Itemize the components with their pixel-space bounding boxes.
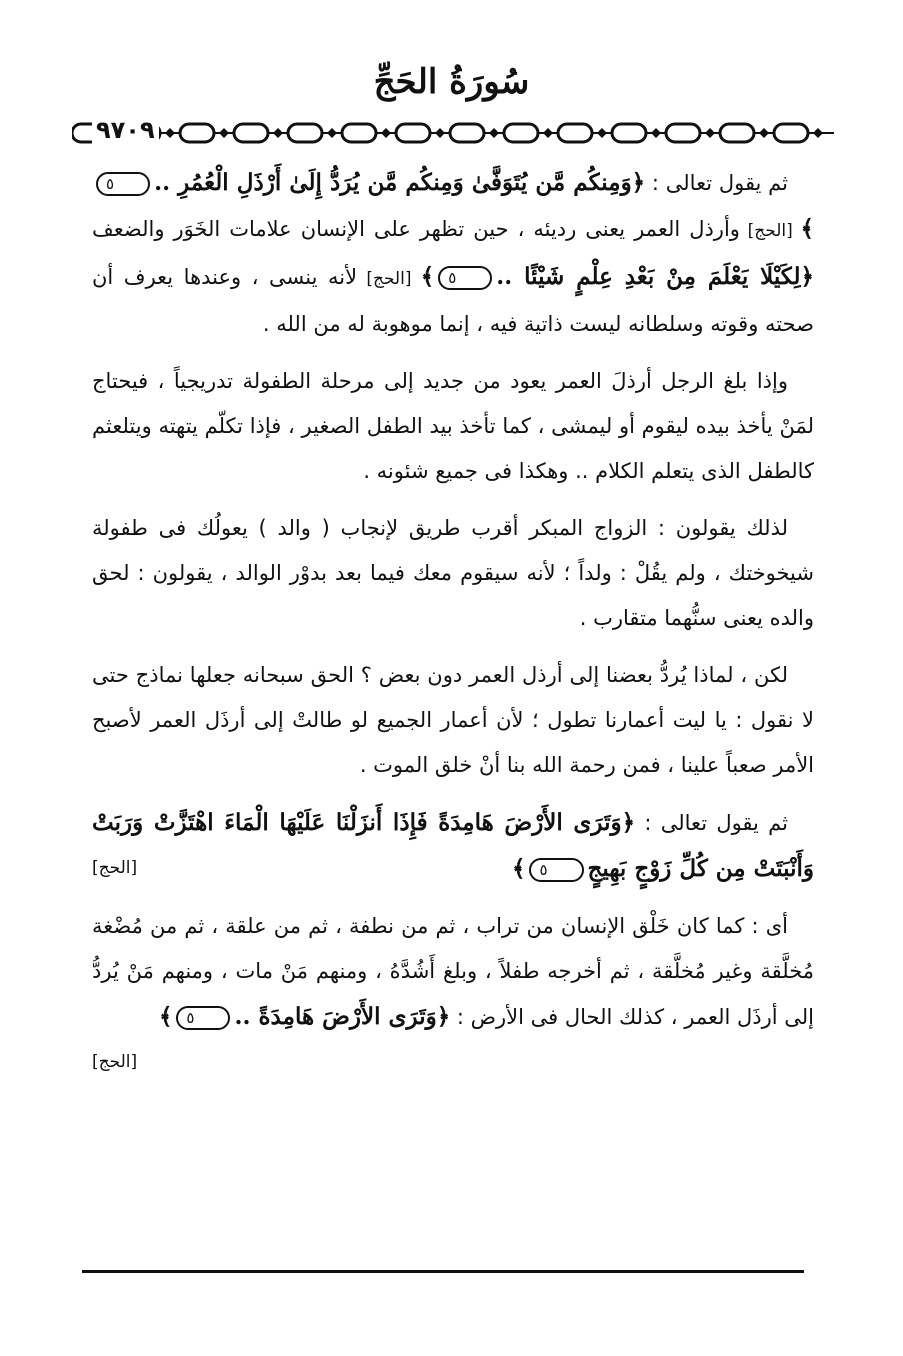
- ornament-oval: [180, 124, 214, 142]
- paragraph: [92, 653, 814, 788]
- ornament-oval: [720, 124, 754, 142]
- quran-verse: ﴾: [800, 215, 814, 242]
- body-text-run: لكن ، لماذا يُردُّ بعضنا إلى أرذل العمر دون بعض ؟ الحق سبحانه جعلها نماذج حتى لا نقول : يا ليت أعمارنا تطول ؛ لأن أعمار الجميع لو طالتْ إلى أرذَل العمر لأصبح الأمر صعباً علينا ، فمن رحمة الله بنا أنْ خلق الموت .: [92, 663, 814, 777]
- quran-verse: ﴾: [512, 855, 526, 882]
- ornament-diamond: [651, 128, 661, 138]
- paragraph: [92, 800, 814, 892]
- paragraph: [92, 506, 814, 641]
- bottom-rule: [82, 1270, 804, 1273]
- ornament-oval: [774, 124, 808, 142]
- ornament-diamond: [489, 128, 499, 138]
- ayah-number-marker: ٥: [529, 858, 583, 882]
- body-text-run: ثم يقول تعالى :: [635, 811, 788, 835]
- surah-reference: [الحج]: [357, 269, 421, 289]
- ornament-diamond: [327, 128, 337, 138]
- quran-verse: ﴿لِكَيْلَا يَعْلَمَ مِنْ بَعْدِ عِلْمٍ شَيْئًا ..: [496, 263, 814, 290]
- ornament-diamond: [381, 128, 391, 138]
- ornament-diamond: [219, 128, 229, 138]
- paragraph: [92, 160, 814, 347]
- ornament-oval: [558, 124, 592, 142]
- surah-title: سُورَةُ الحَجِّ: [373, 62, 530, 102]
- ornament-oval: [612, 124, 646, 142]
- paragraph: [92, 904, 814, 1072]
- ornament-oval: [666, 124, 700, 142]
- quran-verse: ﴾: [420, 263, 435, 290]
- ornament-oval: [234, 124, 268, 142]
- commentary-text: [92, 160, 814, 1085]
- ornament-oval: [342, 124, 376, 142]
- page-number: ٩٧٠٩: [92, 116, 159, 144]
- quran-verse: ﴿وَتَرَى الأَرْضَ هَامِدَةً فَإِذَا أَنزَلْنَا عَلَيْهَا الْمَاءَ اهْتَزَّتْ وَرَبَتْ وَأَنْبَتَتْ مِن كُلِّ زَوْجٍ بَهِيجٍ: [92, 809, 814, 882]
- ornament-diamond: [705, 128, 715, 138]
- body-text-run: لأنه ينسى ، وعندها يعرف أن صحته وقوته وسلطانه ليست ذاتية فيه ، إنما موهوبة له من الله .: [92, 265, 814, 336]
- ornamental-header-band: [72, 120, 834, 146]
- ornament-diamond: [813, 128, 823, 138]
- paragraph: [92, 359, 814, 494]
- ornament-diamond: [165, 128, 175, 138]
- body-text-run: أى : كما كان خَلْق الإنسان من تراب ، ثم من نطفة ، ثم من علقة ، ثم من مُضْغة مُخلَّقة وغير مُخلَّقة ، ثم أخرجه طفلاً ، وبلغ أَشُدَّهُ ، ومنهم مَنْ مات ، ومنهم مَنْ يُردُّ إلى أرذَل العمر ، كذلك الحال فى الأرض :: [92, 914, 814, 1029]
- ornament-oval: [450, 124, 484, 142]
- body-text-run: ثم يقول تعالى :: [645, 171, 789, 195]
- body-text-run: وإذا بلغ الرجل أرذلَ العمر يعود من جديد إلى مرحلة الطفولة تدريجياً ، فيحتاج لمَنْ يأخذ بيده ليقوم أو ليمشى ، كما تأخذ بيد الطفل الصغير ، فإذا تكلّم يتهته ويتلعثم كالطفل الذى يتعلم الكلام .. وهكذا فى جميع شئونه .: [92, 369, 814, 483]
- surah-reference: [الحج]: [92, 858, 138, 878]
- ornament-oval: [396, 124, 430, 142]
- ornament-diamond: [435, 128, 445, 138]
- surah-reference: [الحج]: [739, 221, 801, 241]
- ornament-diamond: [273, 128, 283, 138]
- quran-verse: ﴿وَتَرَى الأَرْضَ هَامِدَةً ..: [234, 1003, 451, 1030]
- ayah-number-marker: ٥: [438, 266, 492, 290]
- ornament-oval: [504, 124, 538, 142]
- quran-verse: ﴿وَمِنكُم مَّن يُتَوَفَّىٰ وَمِنكُم مَّن يُرَدُّ إِلَىٰ أَرْذَلِ الْعُمُرِ ..: [154, 169, 646, 196]
- body-text-run: لذلك يقولون : الزواج المبكر أقرب طريق لإنجاب ( والد ) يعولُك فى طفولة شيخوختك ، ولم يقُلْ : ولداً ؛ لأنه سيقوم معك فيما بعد بدوْر الوالد ، يقولون : لحق والده يعنى سنُّهما متقارب .: [92, 516, 814, 630]
- quran-verse: ﴾: [158, 1003, 173, 1030]
- ornament-oval: [288, 124, 322, 142]
- surah-reference: [الحج]: [92, 1052, 138, 1072]
- ornament-diamond: [597, 128, 607, 138]
- ayah-number-marker: ٥: [96, 172, 150, 196]
- ornament-diamond: [543, 128, 553, 138]
- ornament-diamond: [759, 128, 769, 138]
- ayah-number-marker: ٥: [176, 1006, 230, 1030]
- body-text-run: وأرذل العمر يعنى رديئه ، حين تظهر على الإنسان علامات الخَوَر والضعف: [92, 217, 740, 241]
